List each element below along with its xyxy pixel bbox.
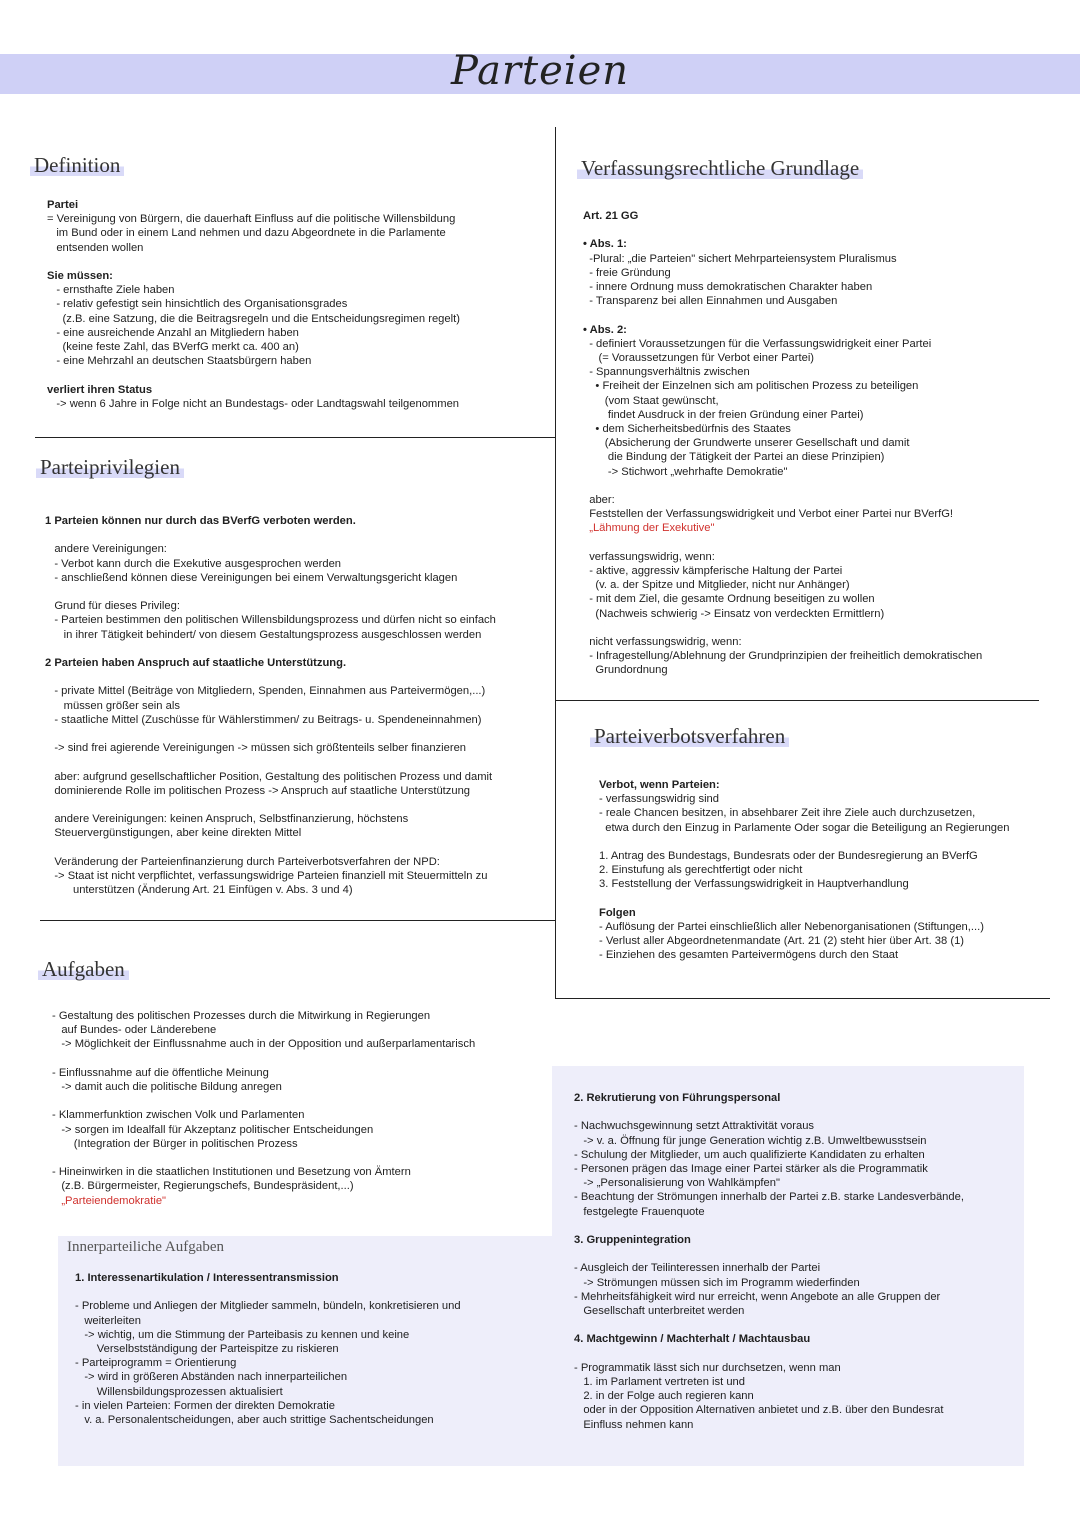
- text-line: - Auflösung der Partei einschließlich aller Nebenorganisationen (Stiftungen,...): [599, 921, 984, 933]
- text-line: - Spannungsverhältnis zwischen: [583, 366, 750, 379]
- divider-grundlage: [556, 700, 1039, 701]
- text-line: - Ausgleich der Teilinteressen innerhalb der Partei: [574, 1262, 821, 1275]
- text-line: -> „Personalisierung von Wahlkämpfen": [574, 1177, 780, 1190]
- text-line: -> sorgen im Idealfall für Akzeptanz politischer Entscheidungen: [52, 1123, 374, 1136]
- text-line: aber:: [583, 494, 615, 507]
- verbot-heading: Parteiverbotsverfahren: [590, 723, 789, 749]
- text-line: 3. Gruppenintegration: [574, 1234, 691, 1246]
- text-line: müssen größer sein als: [45, 699, 180, 712]
- text-line: v. a. Personalentscheidungen, aber auch strittige Sachentscheidungen: [75, 1414, 434, 1427]
- text-line: • Abs. 1:: [583, 238, 627, 251]
- text-line: (vom Staat gewünscht,: [583, 394, 719, 407]
- definition-heading: Definition: [30, 152, 124, 178]
- text-line: - Transparenz bei allen Einnahmen und Ausgaben: [583, 295, 838, 308]
- text-line: Grundordnung: [583, 664, 668, 677]
- text-line: -> wichtig, um die Stimmung der Parteibasis zu kennen und keine: [75, 1328, 410, 1341]
- text-line: Feststellen der Verfassungswidrigkeit und Verbot einer Partei nur BVerfG!: [583, 508, 953, 521]
- text-line: • Abs. 2:: [583, 323, 627, 336]
- text-line: aber: aufgrund gesellschaftlicher Position, Gestaltung des politischen Prozess und damit: [45, 770, 493, 783]
- text-line: unterstützen (Änderung Art. 21 Einfügen v. Abs. 3 und 4): [45, 884, 353, 897]
- text-line: - Probleme und Anliegen der Mitglieder sammeln, bündeln, konkretisieren und: [75, 1300, 461, 1313]
- definition-section: [47, 198, 460, 411]
- text-line: festgelegte Frauenquote: [574, 1205, 705, 1218]
- text-line: im Bund oder in einem Land nehmen und dazu Abgeordnete in die Parlamente: [47, 227, 446, 240]
- text-line: - Infragestellung/Ablehnung der Grundprinzipien der freiheitlich demokratischen: [583, 650, 983, 663]
- text-line: -> wird in größeren Abständen nach innerparteilichen: [75, 1371, 348, 1384]
- text-line: - Parteiprogramm = Orientierung: [75, 1357, 237, 1370]
- text-line: verfassungswidrig, wenn:: [583, 550, 715, 563]
- text-line: - Einflussnahme auf die öffentliche Meinung: [52, 1066, 269, 1079]
- text-line: - Klammerfunktion zwischen Volk und Parlamenten: [52, 1109, 305, 1122]
- text-line: (= Voraussetzungen für Verbot einer Partei): [583, 352, 815, 364]
- text-line: Willensbildungsprozessen aktualisiert: [75, 1385, 283, 1398]
- text-line: - definiert Voraussetzungen für die Verfassungswidrigkeit einer Partei: [583, 337, 932, 350]
- text-line: • dem Sicherheitsbedürfnis des Staates: [583, 423, 791, 436]
- text-line: -> Staat ist nicht verpflichtet, verfassungswidrige Parteien finanziell mit Steuermitteln zu: [45, 869, 488, 882]
- text-line: -> damit auch die politische Bildung anregen: [52, 1081, 282, 1093]
- text-line: Verselbstständigung der Parteispitze zu riskieren: [75, 1343, 339, 1355]
- aufgaben-heading: Aufgaben: [38, 956, 129, 982]
- text-line: -> Strömungen müssen sich im Programm wiederfinden: [574, 1276, 860, 1289]
- grundlage-section: [583, 209, 982, 678]
- text-line: in ihrer Tätigkeit behindert/ von diesem Gestaltungsprozess ausgeschlossen werden: [45, 628, 482, 641]
- text-line: Gesellschaft unterbreitet werden: [574, 1305, 745, 1317]
- text-line: -Plural: „die Parteien" sichert Mehrparteiensystem Pluralismus: [583, 252, 897, 265]
- text-line: - freie Gründung: [583, 266, 671, 279]
- grundlage-heading: Verfassungsrechtliche Grundlage: [577, 155, 863, 181]
- text-line: - Verlust aller Abgeordnetenmandate (Art. 21 (2) steht hier über Art. 38 (1): [599, 935, 965, 948]
- text-line: (Nachweis schwierig -> Einsatz von verdeckten Ermittlern): [583, 607, 885, 620]
- text-line: findet Ausdruck in der freien Gründung einer Partei): [583, 408, 864, 421]
- text-line: 3. Feststellung der Verfassungswidrigkeit in Hauptverhandlung: [599, 878, 909, 891]
- text-line: 2. Einstufung als gerechtfertigt oder nicht: [599, 864, 803, 877]
- text-line: - ernsthafte Ziele haben: [47, 284, 175, 297]
- text-line: 1. Antrag des Bundestags, Bundesrats oder der Bundesregierung an BVerfG: [599, 850, 978, 862]
- text-line: etwa durch den Einzug in Parlamente Oder sogar die Beteiligung an Regierungen: [599, 821, 1010, 834]
- divider-verbot: [556, 998, 1050, 999]
- text-line: - aktive, aggressiv kämpferische Haltung der Partei: [583, 565, 843, 578]
- text-line: entsenden wollen: [47, 241, 144, 254]
- text-line: (keine feste Zahl, das BVerfG merkt ca. 400 an): [47, 341, 299, 354]
- text-line: - Beachtung der Strömungen innerhalb der Partei z.B. starke Landesverbände,: [574, 1191, 964, 1204]
- text-line: - Gestaltung des politischen Prozesses durch die Mitwirkung in Regierungen: [52, 1010, 431, 1022]
- text-line: - mit dem Ziel, die gesamte Ordnung beseitigen zu wollen: [583, 593, 875, 606]
- text-line: - Verbot kann durch die Exekutive ausgesprochen werden: [45, 557, 342, 570]
- text-line: verliert ihren Status: [47, 383, 153, 396]
- text-line: 1. im Parlament vertreten ist und: [574, 1375, 745, 1388]
- text-line: - reale Chancen besitzen, in absehbarer Zeit ihre Ziele auch durchzusetzen,: [599, 807, 976, 820]
- text-line: (z.B. eine Satzung, die die Beitragsregeln und die Entscheidungsregimen regelt): [47, 312, 460, 325]
- text-line: „Lähmung der Exekutive": [583, 522, 715, 535]
- text-line: - private Mittel (Beiträge von Mitgliedern, Spenden, Einnahmen aus Parteivermögen,...): [45, 685, 486, 698]
- column-divider: [555, 127, 556, 999]
- text-line: -> sind frei agierende Vereinigungen -> müssen sich größtenteils selber finanzieren: [45, 742, 467, 755]
- text-line: die Bindung der Tätigkeit der Partei an diese Prinzipien): [583, 451, 885, 464]
- privilegien-section: [45, 514, 496, 897]
- text-line: -> wenn 6 Jahre in Folge nicht an Bundestags- oder Landtagswahl teilgenommen: [47, 397, 460, 410]
- text-line: - innere Ordnung muss demokratischen Charakter haben: [583, 281, 873, 293]
- text-line: Veränderung der Parteienfinanzierung durch Parteiverbotsverfahren der NPD:: [45, 855, 440, 868]
- text-line: Art. 21 GG: [583, 210, 639, 222]
- text-line: andere Vereinigungen:: [45, 543, 167, 556]
- text-line: - staatliche Mittel (Zuschüsse für Wählerstimmen/ zu Beitrags- u. Spendeneinnahmen): [45, 713, 482, 726]
- text-line: Grund für dieses Privileg:: [45, 600, 180, 613]
- innerparteilich-right-section: [574, 1091, 964, 1432]
- text-line: 1. Interessenartikulation / Interessentransmission: [75, 1272, 339, 1284]
- text-line: „Parteiendemokratie": [52, 1194, 167, 1207]
- page-title: Parteien: [450, 48, 630, 94]
- text-line: Steuervergünstigungen, aber keine direkten Mittel: [45, 827, 302, 840]
- text-line: - Hineinwirken in die staatlichen Institutionen und Besetzung von Ämtern: [52, 1166, 411, 1179]
- text-line: Sie müssen:: [47, 270, 113, 282]
- text-line: (z.B. Bürgermeister, Regierungschefs, Bundespräsident,...): [52, 1180, 354, 1193]
- text-line: - Parteien bestimmen den politischen Willensbildungsprozess und dürfen nicht so einfach: [45, 614, 496, 627]
- innerparteilich-heading: Innerparteiliche Aufgaben: [67, 1239, 225, 1255]
- text-line: Partei: [47, 199, 79, 211]
- text-line: 2 Parteien haben Anspruch auf staatliche Unterstützung.: [45, 656, 347, 669]
- text-line: - Mehrheitsfähigkeit wird nur erreicht, wenn Angebote an alle Gruppen der: [574, 1290, 941, 1303]
- text-line: auf Bundes- oder Länderebene: [52, 1024, 217, 1037]
- text-line: nicht verfassungswidrig, wenn:: [583, 636, 742, 649]
- text-line: andere Vereinigungen: keinen Anspruch, Selbstfinanzierung, höchstens: [45, 813, 409, 826]
- aufgaben-section: [52, 1009, 475, 1208]
- text-line: 1 Parteien können nur durch das BVerfG verboten werden.: [45, 515, 356, 527]
- text-line: - verfassungswidrig sind: [599, 793, 720, 806]
- text-line: -> v. a. Öffnung für junge Generation wichtig z.B. Umweltbewusstsein: [574, 1134, 927, 1147]
- text-line: - Schulung der Mitglieder, um auch qualifizierte Kandidaten zu erhalten: [574, 1148, 925, 1161]
- privilegien-heading: Parteiprivilegien: [36, 454, 184, 480]
- text-line: oder in der Opposition Alternativen anbietet und z.B. über den Bundesrat: [574, 1404, 944, 1417]
- verbot-section: [599, 778, 1009, 963]
- text-line: • Freiheit der Einzelnen sich am politischen Prozess zu beteiligen: [583, 380, 919, 393]
- text-line: = Vereinigung von Bürgern, die dauerhaft Einfluss auf die politische Willensbildung: [47, 213, 456, 226]
- text-line: - eine Mehrzahl an deutschen Staatsbürgern haben: [47, 355, 312, 368]
- text-line: weiterleiten: [75, 1314, 141, 1327]
- text-line: 4. Machtgewinn / Machterhalt / Machtausbau: [574, 1333, 811, 1346]
- text-line: - relativ gefestigt sein hinsichtlich des Organisationsgrades: [47, 298, 348, 311]
- text-line: Einfluss nehmen kann: [574, 1418, 694, 1431]
- divider-privilegien: [40, 920, 555, 921]
- text-line: dominierende Rolle im politischen Prozess -> Anspruch auf staatliche Unterstützung: [45, 784, 471, 797]
- text-line: - Personen prägen das Image einer Partei stärker als die Programmatik: [574, 1163, 928, 1175]
- text-line: - Nachwuchsgewinnung setzt Attraktivität voraus: [574, 1120, 815, 1133]
- divider-definition: [35, 437, 555, 438]
- text-line: - in vielen Parteien: Formen der direkten Demokratie: [75, 1399, 335, 1412]
- text-line: - eine ausreichende Anzahl an Mitgliedern haben: [47, 326, 299, 339]
- text-line: - Einziehen des gesamten Parteivermögens durch den Staat: [599, 949, 899, 962]
- text-line: 2. Rekrutierung von Führungspersonal: [574, 1092, 781, 1104]
- innerparteilich-section: [75, 1271, 461, 1427]
- text-line: Verbot, wenn Parteien:: [599, 779, 720, 791]
- text-line: - Programmatik lässt sich nur durchsetzen, wenn man: [574, 1361, 841, 1374]
- text-line: (Absicherung der Grundwerte unserer Gesellschaft und damit: [583, 437, 910, 450]
- text-line: 2. in der Folge auch regieren kann: [574, 1390, 754, 1403]
- text-line: - anschließend können diese Vereinigungen bei einem Verwaltungsgericht klagen: [45, 571, 458, 584]
- text-line: -> Stichwort „wehrhafte Demokratie": [583, 465, 788, 478]
- text-line: Folgen: [599, 906, 636, 919]
- text-line: (Integration der Bürger in politischen Prozess: [52, 1137, 298, 1150]
- text-line: -> Möglichkeit der Einflussnahme auch in der Opposition und außerparlamentarisch: [52, 1038, 476, 1051]
- text-line: (v. a. der Spitze und Mitglieder, nicht nur Anhänger): [583, 579, 850, 592]
